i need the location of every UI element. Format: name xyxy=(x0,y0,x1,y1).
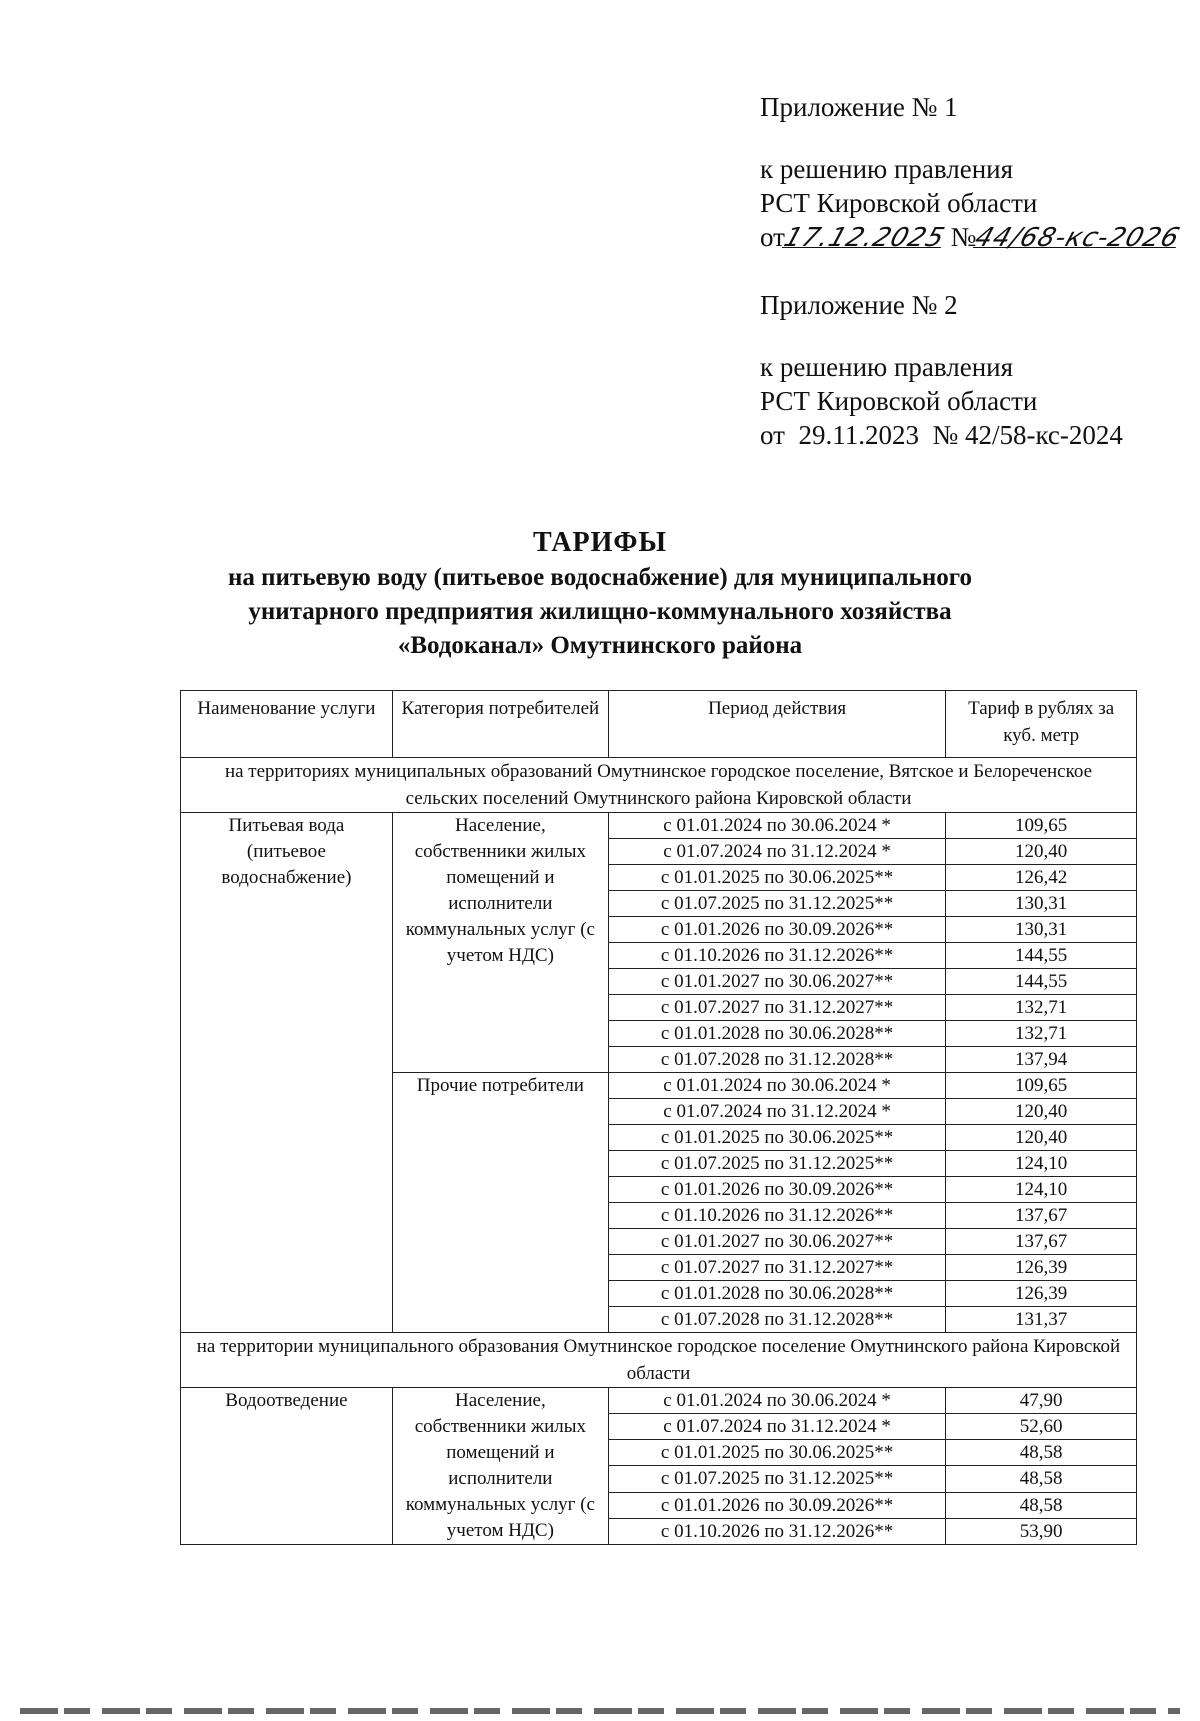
tariff-cell: 109,65 xyxy=(946,813,1137,839)
tariff-cell: 132,71 xyxy=(946,1021,1137,1047)
tariff-cell: 47,90 xyxy=(946,1388,1137,1414)
category-population-drainage: Население, собственники жилых помещений и исполнители коммунальных услуг (с учетом НДС) xyxy=(392,1388,608,1545)
tariff-cell: 120,40 xyxy=(946,1099,1137,1125)
tariff-cell: 126,42 xyxy=(946,865,1137,891)
period-cell: с 01.01.2028 по 30.06.2028** xyxy=(608,1281,945,1307)
category-population: Население, собственники жилых помещений и исполнители коммунальных услуг (с учетом НДС) xyxy=(392,813,608,1073)
appendix-2-date-line: от 29.11.2023 № 42/58-кс-2024 xyxy=(760,420,1123,450)
tariff-cell: 120,40 xyxy=(946,1125,1137,1151)
region-2-text: на территории муниципального образования Омутнинское городское поселение Омутнинского района Кировской области xyxy=(181,1333,1137,1388)
appendix-1-block xyxy=(760,90,1185,255)
service-drinking-water: Питьевая вода (питьевое водоснабжение) xyxy=(181,813,393,1333)
tariff-cell: 48,58 xyxy=(946,1492,1137,1518)
period-cell: с 01.01.2026 по 30.09.2026** xyxy=(608,917,945,943)
appendix-1-title: Приложение № 1 xyxy=(760,92,958,122)
period-cell: с 01.07.2027 по 31.12.2027** xyxy=(608,995,945,1021)
period-cell: с 01.07.2025 по 31.12.2025** xyxy=(608,891,945,917)
period-cell: с 01.01.2027 по 30.06.2027** xyxy=(608,1229,945,1255)
scan-artifact-bar xyxy=(20,1708,1180,1714)
period-cell: с 01.01.2025 по 30.06.2025** xyxy=(608,1125,945,1151)
period-cell: с 01.10.2026 по 31.12.2026** xyxy=(608,943,945,969)
table-header-row xyxy=(181,691,1137,758)
appendix-2-title: Приложение № 2 xyxy=(760,290,958,320)
appendix-1-date-line xyxy=(760,220,1185,255)
tariff-cell: 131,37 xyxy=(946,1307,1137,1333)
period-cell: с 01.07.2025 по 31.12.2025** xyxy=(608,1466,945,1492)
tariff-cell: 132,71 xyxy=(946,995,1137,1021)
region-row-1 xyxy=(181,758,1137,813)
tariff-cell: 137,67 xyxy=(946,1203,1137,1229)
appendix-2-block xyxy=(760,288,1180,452)
period-cell: с 01.01.2024 по 30.06.2024 * xyxy=(608,1073,945,1099)
table-row xyxy=(181,813,1137,839)
header-service: Наименование услуги xyxy=(181,691,393,758)
period-cell: с 01.01.2027 по 30.06.2027** xyxy=(608,969,945,995)
period-cell: с 01.01.2025 по 30.06.2025** xyxy=(608,865,945,891)
table-row xyxy=(181,1388,1137,1414)
tariff-cell: 144,55 xyxy=(946,943,1137,969)
tariffs-table xyxy=(180,690,1137,1545)
header-tariff: Тариф в рублях за куб. метр xyxy=(946,691,1137,758)
tariff-cell: 120,40 xyxy=(946,839,1137,865)
service-drainage: Водоотведение xyxy=(181,1388,393,1545)
period-cell: с 01.07.2025 по 31.12.2025** xyxy=(608,1151,945,1177)
tariff-cell: 130,31 xyxy=(946,891,1137,917)
title-sub-line-2: унитарного предприятия жилищно-коммунального хозяйства xyxy=(248,598,952,625)
tariff-cell: 53,90 xyxy=(946,1518,1137,1544)
period-cell: с 01.07.2028 по 31.12.2028** xyxy=(608,1307,945,1333)
period-cell: с 01.07.2024 по 31.12.2024 * xyxy=(608,839,945,865)
tariff-cell: 137,67 xyxy=(946,1229,1137,1255)
period-cell: с 01.10.2026 по 31.12.2026** xyxy=(608,1518,945,1544)
title-main: ТАРИФЫ xyxy=(533,527,667,558)
title-sub-line-1: на питьевую воду (питьевое водоснабжение) для муниципального xyxy=(227,564,973,591)
tariff-cell: 48,58 xyxy=(946,1440,1137,1466)
appendix-2-line2: РСТ Кировской области xyxy=(760,386,1038,416)
tariff-cell: 48,58 xyxy=(946,1466,1137,1492)
tariff-cell: 144,55 xyxy=(946,969,1137,995)
period-cell: с 01.07.2028 по 31.12.2028** xyxy=(608,1047,945,1073)
appendix-1-line2: РСТ Кировской области xyxy=(760,188,1038,218)
appendix-2-line1: к решению правления xyxy=(760,352,1014,382)
tariff-cell: 137,94 xyxy=(946,1047,1137,1073)
tariff-cell: 126,39 xyxy=(946,1281,1137,1307)
appendix-1-line1: к решению правления xyxy=(760,154,1014,184)
category-other-consumers: Прочие потребители xyxy=(392,1073,608,1333)
period-cell: с 01.01.2024 по 30.06.2024 * xyxy=(608,1388,945,1414)
period-cell: с 01.07.2024 по 31.12.2024 * xyxy=(608,1414,945,1440)
header-category: Категория потребителей xyxy=(392,691,608,758)
tariff-cell: 126,39 xyxy=(946,1255,1137,1281)
period-cell: с 01.07.2027 по 31.12.2027** xyxy=(608,1255,945,1281)
tariff-cell: 130,31 xyxy=(946,917,1137,943)
period-cell: с 01.01.2026 по 30.09.2026** xyxy=(608,1492,945,1518)
region-1-text: на территориях муниципальных образований Омутнинское городское поселение, Вятское и Белореченское сельских поселений Омутнинского района Кировской области xyxy=(181,758,1137,813)
period-cell: с 01.01.2024 по 30.06.2024 * xyxy=(608,813,945,839)
tariff-cell: 124,10 xyxy=(946,1151,1137,1177)
tariff-cell: 52,60 xyxy=(946,1414,1137,1440)
tariff-cell: 109,65 xyxy=(946,1073,1137,1099)
header-period: Период действия xyxy=(608,691,945,758)
region-row-2 xyxy=(181,1333,1137,1388)
period-cell: с 01.01.2026 по 30.09.2026** xyxy=(608,1177,945,1203)
appendix-1-handwritten-date: 17.12.2025 xyxy=(780,223,949,253)
title-sub-line-3: «Водоканал» Омутнинского района xyxy=(397,632,803,659)
period-cell: с 01.01.2028 по 30.06.2028** xyxy=(608,1021,945,1047)
appendix-1-handwritten-number: 44/68-кс-2026 xyxy=(971,223,1185,253)
appendix-1-number-prefix: № xyxy=(950,222,977,252)
appendix-1-date-prefix: от xyxy=(760,222,785,252)
tariff-cell: 124,10 xyxy=(946,1177,1137,1203)
document-title xyxy=(120,525,1080,663)
period-cell: с 01.07.2024 по 31.12.2024 * xyxy=(608,1099,945,1125)
period-cell: с 01.10.2026 по 31.12.2026** xyxy=(608,1203,945,1229)
period-cell: с 01.01.2025 по 30.06.2025** xyxy=(608,1440,945,1466)
